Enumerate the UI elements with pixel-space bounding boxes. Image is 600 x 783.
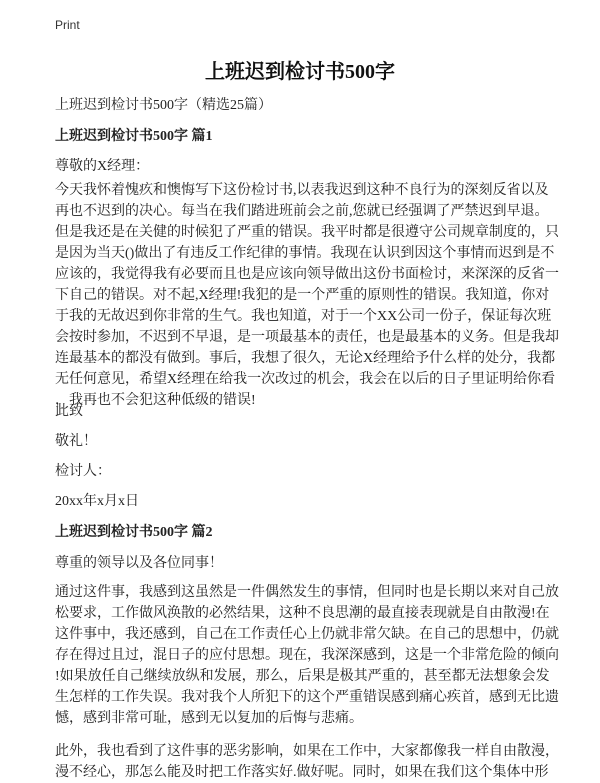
paragraph-line: 憾，感到非常可耻，感到无以复加的后悔与悲痛。 [55, 711, 363, 726]
closing-line-2: 敬礼！ [55, 434, 97, 449]
closing-line-1: 此致 [55, 404, 83, 419]
section2-paragraph-1 [55, 582, 559, 729]
section2-paragraph-2 [55, 741, 559, 783]
paragraph-line: 今天我怀着愧疚和懊悔写下这份检讨书,以表我迟到这种不良行为的深刻反省以及 [55, 183, 549, 198]
subtitle: 上班迟到检讨书500字（精选25篇） [55, 98, 272, 113]
paragraph-line: 于我的无故迟到你非常的生气。我也知道，对于一个XX公司一份子，保证每次班 [55, 309, 552, 324]
paragraph-line: 通过这件事，我感到这虽然是一件偶然发生的事情，但同时也是长期以来对自己放 [55, 585, 559, 600]
paragraph-line: 无任何意见，希望X经理在给我一次改过的机会，我会在以后的日子里证明给你看 [55, 372, 556, 387]
paragraph-line: ，我再也不会犯这种低级的错误! [55, 393, 256, 408]
section1-heading: 上班迟到检讨书500字 篇1 [55, 129, 213, 144]
paragraph-line: 是因为当天()做出了有违反工作纪律的事情。我现在认识到因这个事情而迟到是不 [55, 246, 555, 261]
paragraph-line: 存在得过且过，混日子的应付思想。现在，我深深感到，这是一个非常危险的倾向 [55, 648, 559, 663]
section1-salutation: 尊敬的X经理： [55, 159, 150, 174]
section1-paragraph [55, 180, 559, 411]
section2-heading: 上班迟到检讨书500字 篇2 [55, 525, 213, 540]
paragraph-line: 下自己的错误。对不起,X经理!我犯的是一个严重的原则性的错误。我知道，你对 [55, 288, 550, 303]
paragraph-line: 漫不经心，那怎么能及时把工作落实好.做好呢。同时，如果在我们这个集体中形 [55, 765, 549, 780]
paragraph-line: !如果放任自己继续放纵和发展，那么，后果是极其严重的，甚至都无法想象会发 [55, 669, 550, 684]
paragraph-line: 这件事中，我还感到，自己在工作责任心上仍就非常欠缺。在自己的思想中，仍就 [55, 627, 559, 642]
paragraph-line: 应该的，我觉得我有必要而且也是应该向领导做出这份书面检讨，来深深的反省一 [55, 267, 559, 282]
date-line: 20xx年x月x日 [55, 494, 139, 509]
paragraph-line: 连最基本的都没有做到。事后，我想了很久，无论X经理给予什么样的处分，我都 [55, 351, 556, 366]
paragraph-line: 但是我还是在关健的时候犯了严重的错误。我平时都是很遵守公司规章制度的，只 [55, 225, 559, 240]
print-link[interactable]: Print [55, 18, 80, 32]
section2-salutation: 尊重的领导以及各位同事！ [55, 556, 223, 571]
paragraph-line: 再也不迟到的决心。每当在我们踏进班前会之前,您就已经强调了严禁迟到早退。 [55, 204, 549, 219]
paragraph-line: 此外，我也看到了这件事的恶劣影响，如果在工作中，大家都像我一样自由散漫， [55, 744, 559, 759]
paragraph-line: 会按时参加，不迟到不早退，是一项最基本的责任，也是最基本的义务。但是我却 [55, 330, 559, 345]
page-title: 上班迟到检讨书500字 [205, 61, 395, 83]
signer-label: 检讨人： [55, 464, 111, 479]
paragraph-line: 松要求，工作做风涣散的必然结果，这种不良思潮的最直接表现就是自由散漫!在 [55, 606, 550, 621]
paragraph-line: 生怎样的工作失误。我对我个人所犯下的这个严重错误感到痛心疾首，感到无比遗 [55, 690, 559, 705]
